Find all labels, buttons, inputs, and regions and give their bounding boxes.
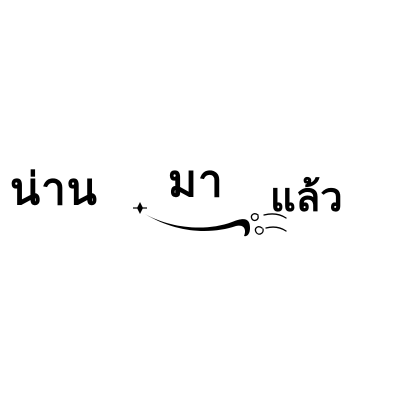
- title-word-2: มา: [168, 156, 224, 207]
- swash-flourish-icon: [145, 214, 250, 236]
- title-word-1: น่าน: [10, 164, 98, 215]
- title-word-3: แล้ว: [270, 175, 343, 221]
